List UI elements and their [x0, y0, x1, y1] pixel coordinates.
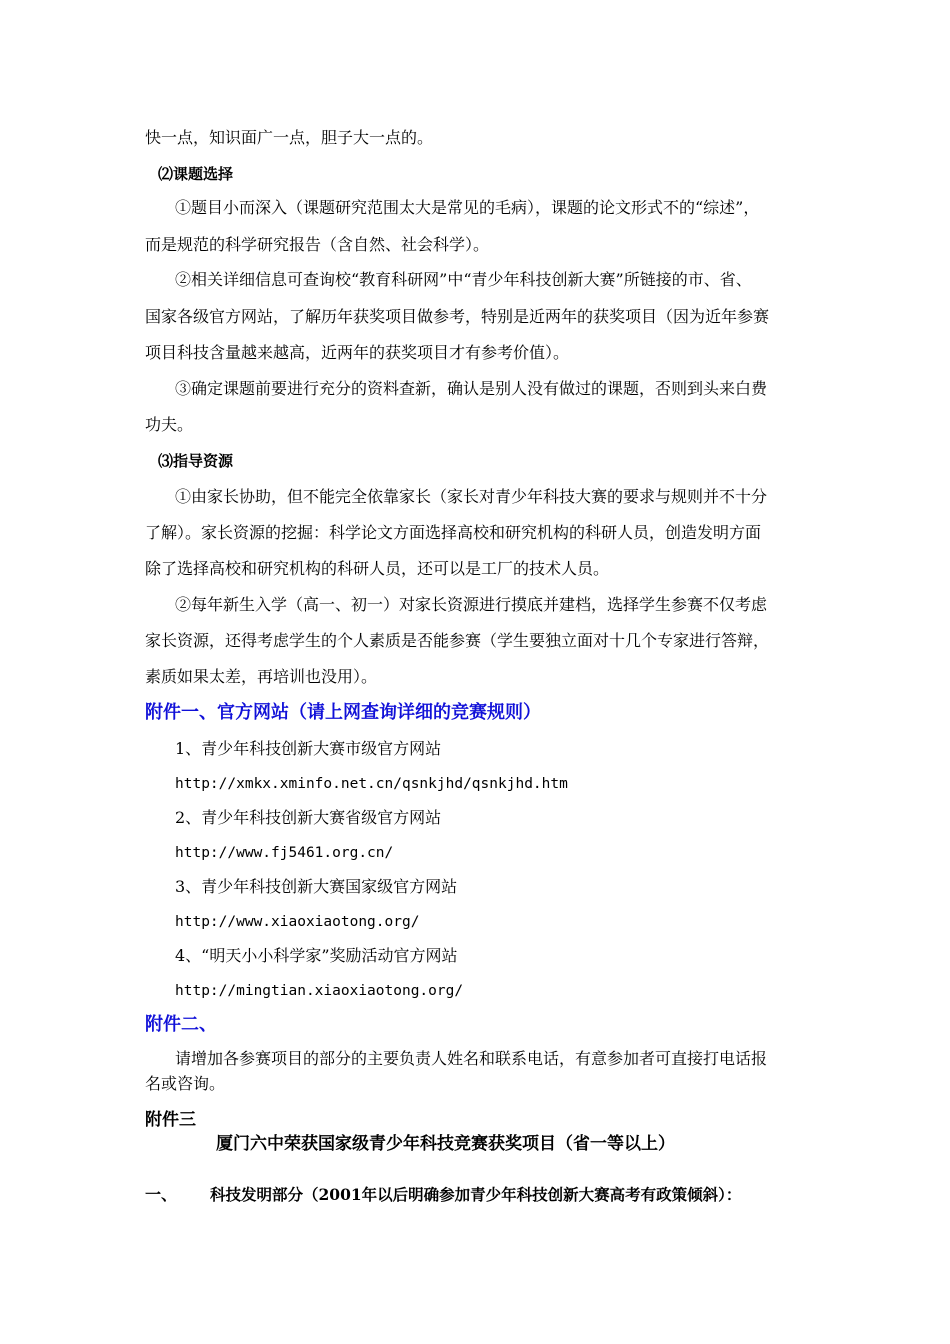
paragraph-line: 而是规范的科学研究报告（含自然、社会科学）。 [145, 235, 490, 254]
paragraph-line: ①题目小而深入（课题研究范围太大是常见的毛病），课题的论文形式不的“综述”， [175, 198, 760, 217]
section-heading-guidance-resources: ⑶指导资源 [158, 452, 234, 470]
site-url[interactable]: http://xmkx.xminfo.net.cn/qsnkjhd/qsnkjhd.htm [175, 776, 568, 792]
site-label: 3、青少年科技创新大赛国家级官方网站 [175, 877, 458, 896]
paragraph-line: 名或咨询。 [145, 1074, 226, 1093]
site-label: 2、青少年科技创新大赛省级官方网站 [175, 808, 442, 827]
part-heading: 科技发明部分（2001年以后明确参加青少年科技创新大赛高考有政策倾斜）： [210, 1185, 742, 1204]
paragraph-line: 项目科技含量越来越高，近两年的获奖项目才有参考价值）。 [145, 343, 570, 362]
paragraph-line: 国家各级官方网站，了解历年获奖项目做参考，特别是近两年的获奖项目（因为近年参赛 [145, 307, 770, 326]
paragraph-line: 家长资源，还得考虑学生的个人素质是否能参赛（学生要独立面对十几个专家进行答辩， [145, 631, 770, 650]
part-number: 一、 [145, 1185, 178, 1204]
site-url[interactable]: http://mingtian.xiaoxiaotong.org/ [175, 983, 464, 999]
site-url[interactable]: http://www.xiaoxiaotong.org/ [175, 914, 420, 930]
annex-one-heading: 附件一、官方网站（请上网查询详细的竞赛规则） [145, 702, 541, 723]
annex-three-heading: 附件三 [145, 1110, 196, 1130]
paragraph-line: ③确定课题前要进行充分的资料查新，确认是别人没有做过的课题，否则到头来白费 [175, 379, 768, 398]
section-heading-topic-selection: ⑵课题选择 [158, 165, 234, 183]
site-label: 4、“明天小小科学家”奖励活动官方网站 [175, 946, 458, 965]
paragraph-line: 素质如果太差，再培训也没用）。 [145, 667, 378, 686]
paragraph-line: 功夫。 [145, 415, 194, 434]
paragraph-line: 快一点，知识面广一点，胆子大一点的。 [145, 128, 434, 147]
annex-three-title: 厦门六中荣获国家级青少年科技竞赛获奖项目（省一等以上） [216, 1134, 675, 1154]
paragraph-line: 了解）。家长资源的挖掘：科学论文方面选择高校和研究机构的科研人员，创造发明方面 [145, 523, 762, 542]
paragraph-line: ②相关详细信息可查询校“教育科研网”中“青少年科技创新大赛”所链接的市、省、 [175, 270, 752, 289]
site-url[interactable]: http://www.fj5461.org.cn/ [175, 845, 394, 861]
paragraph-line: 除了选择高校和研究机构的科研人员，还可以是工厂的技术人员。 [145, 559, 610, 578]
paragraph-line: 请增加各参赛项目的部分的主要负责人姓名和联系电话，有意参加者可直接打电话报 [175, 1049, 768, 1068]
paragraph-line: ②每年新生入学（高一、初一）对家长资源进行摸底并建档，选择学生参赛不仅考虑 [175, 595, 768, 614]
paragraph-line: ①由家长协助，但不能完全依靠家长（家长对青少年科技大赛的要求与规则并不十分 [175, 487, 768, 506]
site-label: 1、青少年科技创新大赛市级官方网站 [175, 739, 442, 758]
annex-two-heading: 附件二、 [145, 1014, 217, 1035]
